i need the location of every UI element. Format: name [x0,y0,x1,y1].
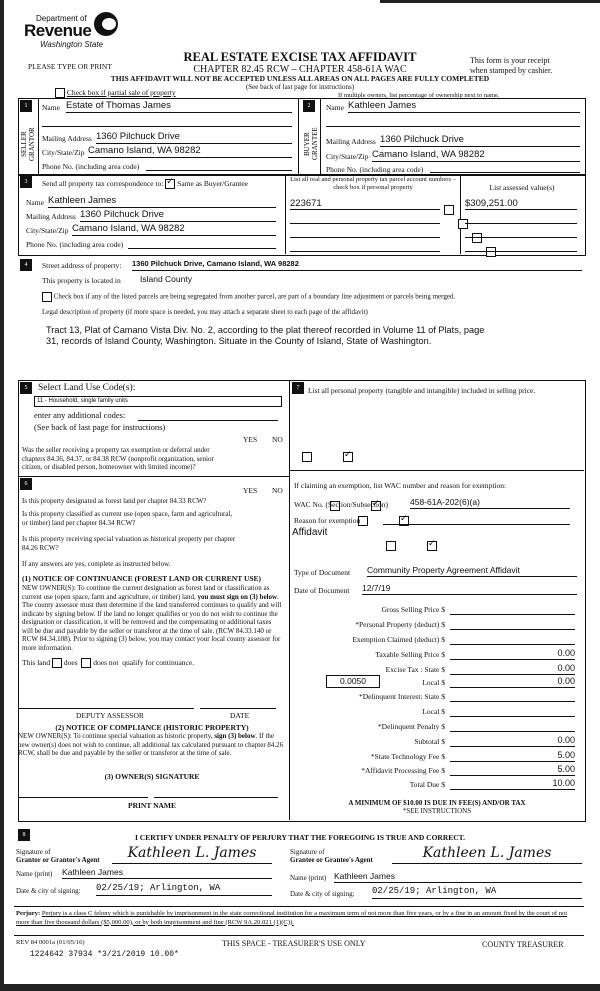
legal-description-text[interactable] [46,325,484,347]
section-number-4: 4 [20,259,32,271]
street-address-field[interactable]: 1360 Pilchuck Drive, Camano Island, WA 98282 [132,259,582,271]
no-header: NO [272,486,283,495]
if-yes-note: If any answers are yes, complete as instructed below. [22,560,171,568]
divider [14,906,584,907]
gross-selling-price-label: Gross Selling Price $ [381,605,445,614]
treasurer-use-label: THIS SPACE - TREASURER'S USE ONLY [222,939,366,948]
owner-signature-line[interactable] [18,797,148,798]
land-use-label: Select Land Use Code(s): [38,383,136,393]
divider [320,98,321,174]
divider [460,174,461,254]
grantee-sig-label1: Signature of [290,848,325,856]
buyer-phone-label: Phone No. (including area code) [326,165,424,174]
same-as-buyer-checkbox[interactable] [165,179,175,189]
grantee-date-field[interactable]: 02/25/19; Arlington, WA [372,886,582,899]
see-back-note: (See back of last page for instructions) [245,83,355,91]
assessed-value-field[interactable]: $309,251.00 [465,198,577,210]
seller-name-row [42,103,60,112]
corr-phone-field[interactable] [128,240,276,249]
divider [18,476,289,477]
section-number-7: 7 [292,382,304,394]
total-due-label: Total Due $ [409,780,445,789]
notice-compliance-text [18,732,284,758]
additional-codes-field[interactable] [138,410,278,421]
personal-property-label: List all personal property (tangible and intangible) included in selling price. [308,386,536,395]
assessed-value-field[interactable] [465,240,577,252]
affidavit-processing-fee-field[interactable]: 5.00 [450,764,575,776]
send-label: Send all property tax correspondence to: [42,179,164,188]
grantee-label: GRANTEE [311,127,319,161]
grantee-date-label: Date & city of signing: [290,890,355,898]
assessed-value-field[interactable] [465,212,577,224]
divider [285,174,286,254]
deputy-assessor-line[interactable] [18,708,194,709]
state-technology-fee-field[interactable]: 5.00 [450,750,575,762]
see-instructions-note: *SEE INSTRUCTIONS [402,807,472,815]
section-number-1: 1 [20,100,32,112]
section-number-3: 3 [20,176,32,188]
exemption-claimed-label: Exemption Claimed (deduct) $ [352,635,445,644]
form-title: REAL ESTATE EXCISE TAX AFFIDAVIT [183,50,417,64]
partial-sale-row [55,88,176,98]
excise-state-label: Excise Tax : State $ [385,665,445,674]
seller-name-label: Name [42,103,60,112]
section-number-8: 8 [18,829,30,841]
column-divider [289,380,290,820]
personal-property-textarea[interactable] [293,405,578,465]
legal-description-label: Legal description of property (if more space is needed, you may attach a separate sheet to each page of the affidavit) [42,308,368,316]
divider [289,470,584,471]
notice-continuance-text [22,584,284,652]
parcel-number-field[interactable] [290,226,440,238]
owner-signature-label: (3) OWNER(S) SIGNATURE [104,772,200,781]
taxable-selling-price-label: Taxable Selling Price $ [375,650,445,659]
section-number-6: 6 [20,478,32,490]
grantor-sig-label1: Signature of [16,848,51,856]
local-rate-field[interactable]: 0.0050 [326,675,380,688]
delinquent-interest-local-field[interactable] [450,705,575,717]
send-correspondence-row [42,179,248,189]
delinquent-interest-state-label: *Delinquent Interest: State $ [358,692,445,701]
does-checkbox[interactable] [52,658,62,668]
scan-edge-top [380,0,600,3]
deputy-assessor-label: DEPUTY ASSESSOR [76,711,144,720]
receipt-note [470,56,552,76]
exemption-question: Was the seller receiving a property tax exemption or deferral under chapters 84.36, 84.37, or 84.38 RCW (nonprofit organization, senior citizen, or disabled person, homeowner with limited income)? [22,446,214,471]
seller-grantor-label [20,118,36,170]
divider [38,98,39,174]
same-as-label: Same as Buyer/Grantee [177,179,248,188]
scan-edge-bottom [0,984,600,991]
buyer-city-field[interactable]: Camano Island, WA 98282 [372,149,580,162]
perjury-notice [16,910,582,927]
located-label: This property is located in [42,276,121,285]
legal-line1: Tract 13, Plat of Camano Vista Div. No. 2, according to the plat thereof recorded in Volume 11 of Plats, page [46,325,485,335]
please-type-note: PLEASE TYPE OR PRINT [28,62,112,71]
parcel-number-field[interactable] [290,240,440,252]
treasurer-stamp: 1224642 37934 *3/21/2019 10.00* [30,950,179,959]
excise-state-field[interactable]: 0.00 [450,663,575,675]
historical-yes-checkbox[interactable] [386,541,396,551]
does-not-label: does not [93,658,119,667]
legal-line2: 31, records of Island County, Washington. Situate in the County of Island, State of Washington. [46,336,432,346]
parcel-number-field[interactable]: 223671 [290,198,440,210]
does-label: does [63,658,78,667]
buyer-grantee-label [303,118,319,170]
form-warning: THIS AFFIDAVIT WILL NOT BE ACCEPTED UNLESS ALL AREAS ON ALL PAGES ARE FULLY COMPLETED [110,74,490,83]
form-subtitle: CHAPTER 82.45 RCW – CHAPTER 458-61A WAC [193,64,407,75]
reason-field[interactable]: Affidavit [292,527,328,538]
notice2-text-a: NEW OWNER(S): To continue special valuation as historic property, [18,732,213,740]
subtotal-label: Subtotal $ [414,737,445,746]
buyer-label: BUYER [303,132,311,156]
corr-address-field[interactable]: 1360 Pilchuck Drive [80,209,276,222]
grantee-sig-label2: Grantee or Grantee's Agent [290,856,373,864]
delinquent-penalty-field[interactable] [450,720,575,732]
personal-property-deduct-field[interactable] [450,618,575,630]
seller-phone-field[interactable] [146,162,292,171]
corr-name-label: Name [26,198,44,207]
corr-city-label: City/State/Zip [26,226,69,235]
excise-local-field[interactable]: 0.00 [450,676,575,688]
document-date-label: Date of Document [294,586,350,595]
seller-name-field[interactable]: Estate of Thomas James [66,100,292,113]
dor-wave-icon [94,12,118,36]
delinquent-interest-state-field[interactable] [450,690,575,702]
excise-local-label: Local $ [422,678,445,687]
form-revision: REV 84 0001a (01/05/16) [16,939,85,946]
multiple-owners-note: If multiple owners, list percentage of ownership next to name. [338,92,500,99]
notice2-text-b: . If the new owner(s) does not wish to continue, all additional tax calculated pursuant to chapter 84.26 RCW, shall be due and payable by the seller or transferor at the time of sale. [18,732,284,757]
receipt-line2: when stamped by cashier. [470,66,553,75]
corr-city-field[interactable]: Camano Island, WA 98282 [72,223,276,236]
exemption-instruction: If claiming an exemption, list WAC number and reason for exemption: [294,481,507,490]
section-number-5: 5 [20,382,32,394]
this-land-label: This land [22,658,51,667]
grantor-date-label: Date & city of signing: [16,887,81,895]
historical-question: Is this property receiving special valuation as historical property per chapter 84.26 RCW? [22,535,236,552]
does-not-checkbox[interactable] [81,658,91,668]
grantor-date-field[interactable]: 02/25/19; Arlington, WA [96,883,272,896]
no-header: NO [272,435,283,444]
forest-land-question: Is this property designated as forest land per chapter 84.33 RCW? [22,497,207,505]
logo-line3: Washington State [40,40,104,49]
reason-line[interactable] [383,516,570,525]
notice1-text-b: . The county assessor must then determine if the land transferred continues to qualify and will indicate by signing below. If the land no longer qualifies or you do not wish to continue the designation or classification, it will be removed and the compensating or additional taxes will be due and payable by the seller or transferor at the time of sale. (RCW 84.33.140 or RCW 84.34.108). Prior to signing (3) below, you may contact your local county assessor for more information. [22,592,282,652]
receipt-line1: This form is your receipt [470,56,550,65]
logo-line1: Department of [36,14,87,23]
corr-name-field[interactable]: Kathleen James [48,195,276,208]
parcel-header: List all real and personal property tax parcel account numbers – check box if personal property [290,176,456,191]
document-date-field[interactable]: 12/7/19 [362,583,577,595]
assessed-value-field[interactable] [465,226,577,238]
current-use-question: Is this property classified as current use (open space, farm and agricultural, or timber) land per chapter 84.34 RCW? [22,510,233,527]
notice2-bold: sign (3) below [214,732,256,740]
county-value: Island County [140,274,192,284]
seller-city-field[interactable]: Camano Island, WA 98282 [88,145,292,158]
yes-header: YES [243,486,258,495]
wac-field[interactable]: 458-61A-202(6)(a) [410,497,570,509]
notice-compliance-title: (2) NOTICE OF COMPLIANCE (HISTORIC PROPERTY) [55,723,249,732]
seller-label: SELLER [20,131,28,157]
exemption-claimed-field[interactable] [450,633,575,645]
grantee-name-label: Name (print) [290,874,327,882]
buyer-phone-field[interactable] [430,164,580,173]
notice1-bold: you must sign on (3) below [197,592,278,601]
grantee-signature-field[interactable]: Kathleen L. James [392,845,582,864]
grantor-signature-field[interactable]: Kathleen L. James [112,845,272,864]
additional-codes-label: enter any additional codes: [34,410,126,420]
section-number-2: 2 [303,100,315,112]
personal-property-deduct-label: *Personal Property (deduct) $ [355,620,445,629]
grantor-label: GRANTOR [28,127,36,161]
buyer-address-field[interactable]: 1360 Pilchuck Drive [380,134,580,147]
state-technology-fee-label: *State Technology Fee $ [370,752,445,761]
gross-selling-price-field[interactable] [450,603,575,615]
buyer-name-field[interactable]: Kathleen James [348,100,580,113]
perjury-text: Perjury is a class C felony which is punishable by imprisonment in the state correctional institution for a maximum term of not more than five years, or by a fine in an amount fixed by the court of not more than five thousand dollars ($5,000.00), or by both imprisonment and fine (RCW 9A.20.021 (1)(C)). [16,910,568,926]
print-name-label: PRINT NAME [128,801,176,810]
grantor-name-field[interactable]: Kathleen James [62,867,272,879]
county-treasurer-label: COUNTY TREASURER [482,940,564,949]
grantor-signature-label [16,848,100,864]
buyer-city-label: City/State/Zip [326,152,369,161]
assessed-header: List assessed value(s) [489,183,555,192]
certify-statement: I CERTIFY UNDER PENALTY OF PERJURY THAT THE FOREGOING IS TRUE AND CORRECT. [134,833,465,842]
notice-continuance-title: (1) NOTICE OF CONTINUANCE (FOREST LAND OR CURRENT USE) [22,574,262,583]
logo-line2: Revenue [24,21,92,40]
street-address-label: Street address of property: [42,261,122,270]
dor-logo [22,12,142,52]
seller-name-field-2[interactable] [42,118,292,127]
delinquent-penalty-label: *Delinquent Penalty $ [377,722,445,731]
affidavit-processing-fee-label: *Affidavit Processing Fee $ [361,766,445,775]
partial-sale-label: Check box if partial sale of property [66,88,176,97]
seller-city-label: City/State/Zip [42,148,85,157]
corr-address-label: Mailing Address [26,212,76,221]
assessor-date-label: DATE [230,711,250,720]
this-land-row [22,658,194,668]
document-type-label: Type of Document [294,568,351,577]
segregated-label: Check box if any of the listed parcels are being segregated from another parcel, are part of a boundary line adjustment or parcels being merged. [53,292,456,301]
buyer-address-label: Mailing Address [326,137,376,146]
wac-label: WAC No. (Section/Subsection) [294,500,388,509]
historical-no-checkbox[interactable] [427,541,437,551]
personal-property-checkbox[interactable] [444,205,454,215]
notice1-text-a: NEW OWNER(S): To continue the current designation as forest land or classification as current use (open space, farm and agriculture, or timber) land, [22,584,270,601]
grantor-sig-label2: Grantor or Grantor's Agent [16,856,100,864]
grantor-name-label: Name (print) [16,870,53,878]
reason-label: Reason for exemption [294,516,361,525]
divider [14,935,584,936]
minimum-due-note: A MINIMUM OF $10.00 IS DUE IN FEE(S) AND/OR TAX [348,799,526,807]
total-due-field[interactable]: 10.00 [450,778,575,790]
land-use-select[interactable]: 11 - Household, single family units [34,396,282,407]
delinquent-interest-local-label: Local $ [422,707,445,716]
corr-phone-label: Phone No. (including area code) [26,240,124,249]
grantee-signature-label [290,848,373,864]
segregated-row [42,292,455,302]
seller-phone-label: Phone No. (including area code) [42,162,140,171]
taxable-selling-price-field[interactable]: 0.00 [450,648,575,660]
owner-print-line[interactable] [154,797,278,798]
buyer-name-field-2[interactable] [326,118,580,127]
grantee-name-field[interactable]: Kathleen James [334,871,582,883]
qualify-label: qualify for continuance. [122,658,195,667]
yes-header: YES [243,435,258,444]
segregated-checkbox[interactable] [42,292,52,302]
parcel-number-field[interactable] [290,212,440,224]
land-use-see-back: (See back of last page for instructions) [34,422,166,432]
divider [298,98,299,174]
seller-address-label: Mailing Address [42,134,92,143]
seller-address-field[interactable]: 1360 Pilchuck Drive [96,131,292,144]
assessor-date-line[interactable] [200,708,276,709]
document-type-field[interactable]: Community Property Agreement Affidavit [367,565,577,577]
scan-edge-left [0,0,4,991]
partial-sale-checkbox[interactable] [55,88,65,98]
subtotal-field[interactable]: 0.00 [450,735,575,747]
perjury-bold: Perjury: [16,910,41,917]
buyer-name-label: Name [326,103,344,112]
